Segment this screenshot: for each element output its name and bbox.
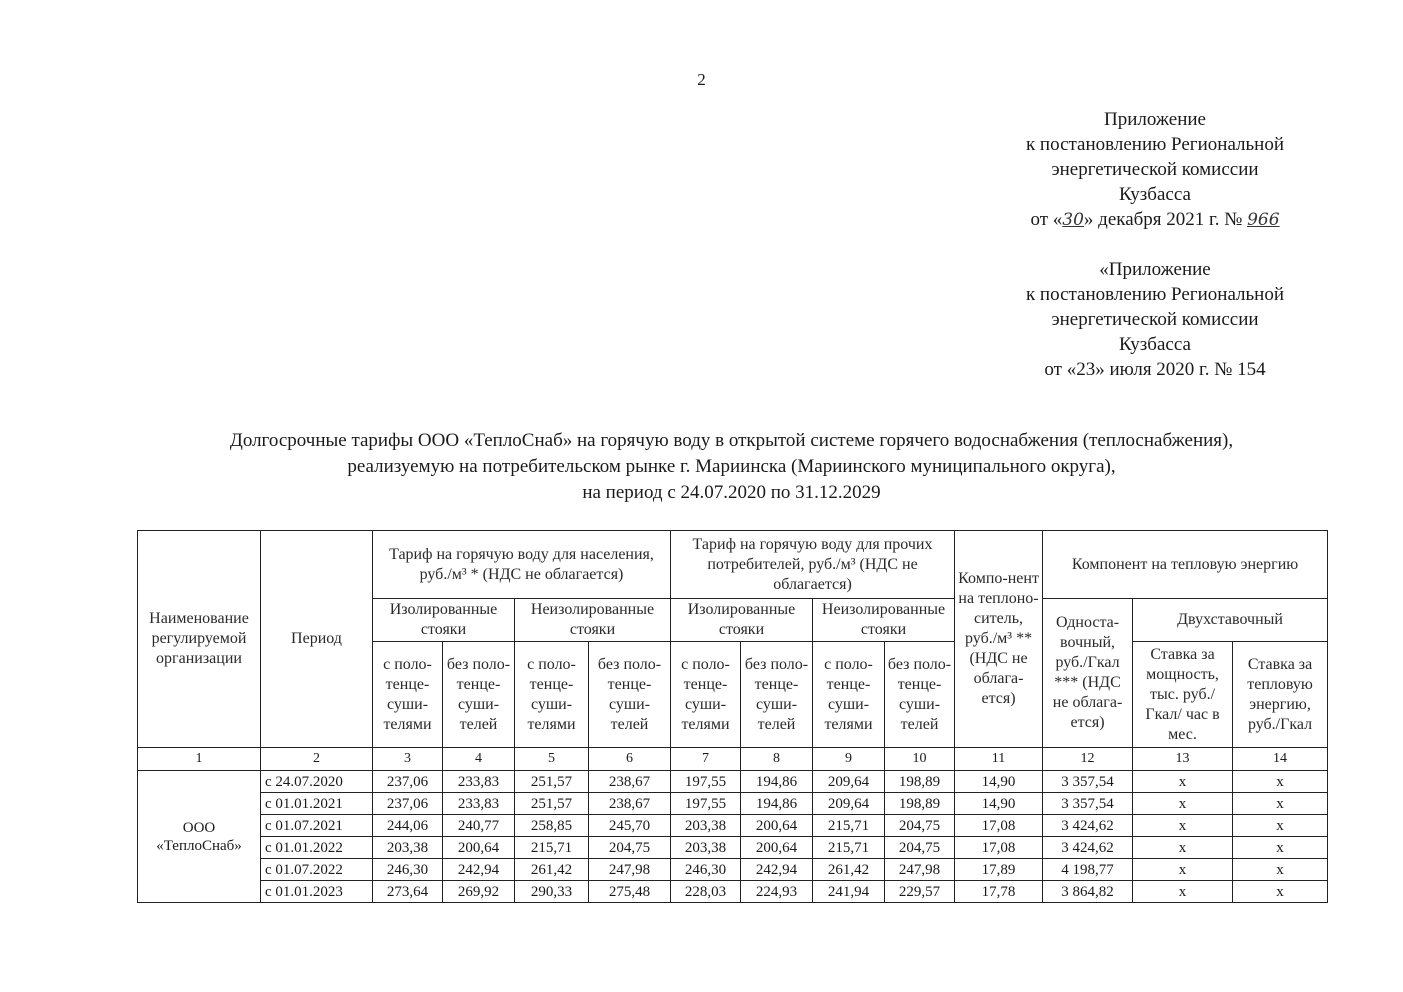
table-cell: 215,71 — [813, 815, 885, 837]
table-cell: 237,06 — [373, 793, 443, 815]
header-single-rate: Односта-вочный, руб./Гкал *** (НДС не облага-ется) — [1043, 599, 1133, 748]
table-cell: 3 357,54 — [1043, 793, 1133, 815]
table-cell: 244,06 — [373, 815, 443, 837]
header-without-dryers: без поло-тенце-суши-телей — [885, 642, 955, 748]
header-period: Период — [261, 531, 373, 748]
table-cell: 17,08 — [955, 815, 1043, 837]
header-insulated: Изолированные стояки — [373, 599, 515, 642]
tariffs-table — [137, 530, 1328, 903]
table-cell: 204,75 — [589, 837, 671, 859]
header-capacity-rate: Ставка за мощность, тыс. руб./ Гкал/ час в мес. — [1133, 642, 1233, 748]
table-row — [138, 793, 1328, 815]
appendix-line: к постановлению Региональной — [1025, 284, 1285, 305]
page-number: 2 — [697, 70, 706, 89]
appendix-line: энергетической комиссии — [1051, 159, 1259, 180]
period-cell: с 01.01.2023 — [261, 881, 373, 903]
header-org-name: Наименование регулируемой организации — [138, 531, 261, 748]
title-line: реализуемую на потребительском рынке г. Мариинска (Мариинского муниципального округа), — [347, 456, 1116, 477]
table-cell: 261,42 — [813, 859, 885, 881]
table-cell: 261,42 — [515, 859, 589, 881]
column-number: 11 — [955, 748, 1043, 771]
appendix-line: от «23» июля 2020 г. № 154 — [1044, 359, 1266, 380]
table-cell: x — [1233, 837, 1328, 859]
appendix-date-line — [990, 207, 1320, 233]
table-cell: x — [1133, 793, 1233, 815]
header-non-insulated-other: Неизолированные стояки — [813, 599, 955, 642]
appendix-previous-block — [990, 257, 1320, 382]
table-cell: x — [1133, 837, 1233, 859]
table-cell: 241,94 — [813, 881, 885, 903]
column-number-row — [138, 748, 1328, 771]
table-cell: 228,03 — [671, 881, 741, 903]
header-with-dryers: с поло-тенце-суши-телями — [515, 642, 589, 748]
table-cell: 215,71 — [813, 837, 885, 859]
table-cell: x — [1233, 815, 1328, 837]
header-without-dryers: без поло-тенце-суши-телей — [589, 642, 671, 748]
handwritten-doc-number: 966 — [1247, 210, 1280, 230]
table-cell: 251,57 — [515, 793, 589, 815]
table-cell: 258,85 — [515, 815, 589, 837]
table-cell: x — [1233, 859, 1328, 881]
table-cell: 246,30 — [373, 859, 443, 881]
table-cell: 3 424,62 — [1043, 815, 1133, 837]
table-cell: 238,67 — [589, 793, 671, 815]
date-prefix: от « — [1030, 209, 1063, 230]
table-cell: 238,67 — [589, 771, 671, 793]
column-number: 13 — [1133, 748, 1233, 771]
column-number: 4 — [443, 748, 515, 771]
table-cell: x — [1233, 793, 1328, 815]
table-cell: 251,57 — [515, 771, 589, 793]
period-cell: с 01.07.2022 — [261, 859, 373, 881]
column-number: 6 — [589, 748, 671, 771]
header-without-dryers: без поло-тенце-суши-телей — [741, 642, 813, 748]
table-cell: 203,38 — [373, 837, 443, 859]
organization-name: ООО «ТеплоСнаб» — [138, 771, 261, 903]
header-with-dryers: с поло-тенце-суши-телями — [813, 642, 885, 748]
period-cell: с 01.01.2022 — [261, 837, 373, 859]
header-with-dryers: с поло-тенце-суши-телями — [373, 642, 443, 748]
table-cell: 200,64 — [741, 815, 813, 837]
table-cell: 233,83 — [443, 793, 515, 815]
table-cell: 14,90 — [955, 793, 1043, 815]
table-cell: 290,33 — [515, 881, 589, 903]
appendix-line: к постановлению Региональной — [1025, 134, 1285, 155]
table-cell: 224,93 — [741, 881, 813, 903]
table-cell: x — [1233, 881, 1328, 903]
table-cell: 215,71 — [515, 837, 589, 859]
header-energy-rate: Ставка за тепловую энергию, руб./Гкал — [1233, 642, 1328, 748]
table-cell: 198,89 — [885, 771, 955, 793]
table-cell: 242,94 — [443, 859, 515, 881]
table-cell: 203,38 — [671, 837, 741, 859]
date-mid: » декабря 2021 г. № — [1083, 209, 1248, 230]
appendix-line: «Приложение — [1099, 259, 1211, 280]
appendix-line: энергетической комиссии — [1051, 309, 1259, 330]
table-cell: 269,92 — [443, 881, 515, 903]
table-row — [138, 859, 1328, 881]
table-cell: 198,89 — [885, 793, 955, 815]
table-cell: x — [1233, 771, 1328, 793]
table-cell: 246,30 — [671, 859, 741, 881]
title-line: на период с 24.07.2020 по 31.12.2029 — [582, 482, 881, 503]
table-cell: 204,75 — [885, 837, 955, 859]
column-number: 3 — [373, 748, 443, 771]
column-number: 7 — [671, 748, 741, 771]
table-row — [138, 881, 1328, 903]
period-cell: с 01.07.2021 — [261, 815, 373, 837]
appendix-line: Приложение — [1104, 109, 1206, 130]
table-cell: 17,08 — [955, 837, 1043, 859]
table-cell: x — [1133, 881, 1233, 903]
table-cell: 4 198,77 — [1043, 859, 1133, 881]
table-cell: 3 864,82 — [1043, 881, 1133, 903]
header-tariff-population: Тариф на горячую воду для населения, руб./м³ * (НДС не облагается) — [373, 531, 671, 599]
table-cell: 3 424,62 — [1043, 837, 1133, 859]
table-cell: 275,48 — [589, 881, 671, 903]
table-cell: x — [1133, 859, 1233, 881]
table-cell: 245,70 — [589, 815, 671, 837]
header-heat-component: Компонент на тепловую энергию — [1043, 531, 1328, 599]
table-row — [138, 771, 1328, 793]
table-cell: 242,94 — [741, 859, 813, 881]
table-cell: 3 357,54 — [1043, 771, 1133, 793]
table-cell: 233,83 — [443, 771, 515, 793]
table-cell: 14,90 — [955, 771, 1043, 793]
column-number: 1 — [138, 748, 261, 771]
period-cell: с 24.07.2020 — [261, 771, 373, 793]
table-cell: 273,64 — [373, 881, 443, 903]
table-cell: 197,55 — [671, 793, 741, 815]
table-cell: 17,78 — [955, 881, 1043, 903]
column-number: 9 — [813, 748, 885, 771]
table-cell: x — [1133, 815, 1233, 837]
header-two-rate: Двухставочный — [1133, 599, 1328, 642]
table-cell: 203,38 — [671, 815, 741, 837]
period-cell: с 01.01.2021 — [261, 793, 373, 815]
table-cell: 194,86 — [741, 771, 813, 793]
table-cell: 209,64 — [813, 793, 885, 815]
table-cell: 247,98 — [589, 859, 671, 881]
column-number: 8 — [741, 748, 813, 771]
document-title — [80, 428, 1383, 506]
column-number: 5 — [515, 748, 589, 771]
table-cell: 247,98 — [885, 859, 955, 881]
header-without-dryers: без поло-тенце-суши-телей — [443, 642, 515, 748]
header-non-insulated: Неизолированные стояки — [515, 599, 671, 642]
table-cell: x — [1133, 771, 1233, 793]
appendix-line: Кузбасса — [1119, 184, 1191, 205]
title-line: Долгосрочные тарифы ООО «ТеплоСнаб» на горячую воду в открытой системе горячего водоснабжения (теплоснабжения), — [229, 430, 1234, 451]
table-cell: 229,57 — [885, 881, 955, 903]
handwritten-day: 30 — [1062, 210, 1084, 230]
table-row — [138, 815, 1328, 837]
table-cell: 197,55 — [671, 771, 741, 793]
table-cell: 240,77 — [443, 815, 515, 837]
appendix-current-block — [990, 107, 1320, 233]
table-cell: 17,89 — [955, 859, 1043, 881]
column-number: 12 — [1043, 748, 1133, 771]
table-cell: 204,75 — [885, 815, 955, 837]
column-number: 10 — [885, 748, 955, 771]
appendix-line: Кузбасса — [1119, 334, 1191, 355]
table-cell: 200,64 — [443, 837, 515, 859]
table-row — [138, 837, 1328, 859]
header-tariff-other: Тариф на горячую воду для прочих потребителей, руб./м³ (НДС не облагается) — [671, 531, 955, 599]
table-cell: 237,06 — [373, 771, 443, 793]
column-number: 14 — [1233, 748, 1328, 771]
table-cell: 194,86 — [741, 793, 813, 815]
header-with-dryers: с поло-тенце-суши-телями — [671, 642, 741, 748]
table-cell: 200,64 — [741, 837, 813, 859]
header-coolant-component: Компо-нент на теплоно-ситель, руб./м³ ** (НДС не облага-ется) — [955, 531, 1043, 748]
header-insulated-other: Изолированные стояки — [671, 599, 813, 642]
column-number: 2 — [261, 748, 373, 771]
table-cell: 209,64 — [813, 771, 885, 793]
